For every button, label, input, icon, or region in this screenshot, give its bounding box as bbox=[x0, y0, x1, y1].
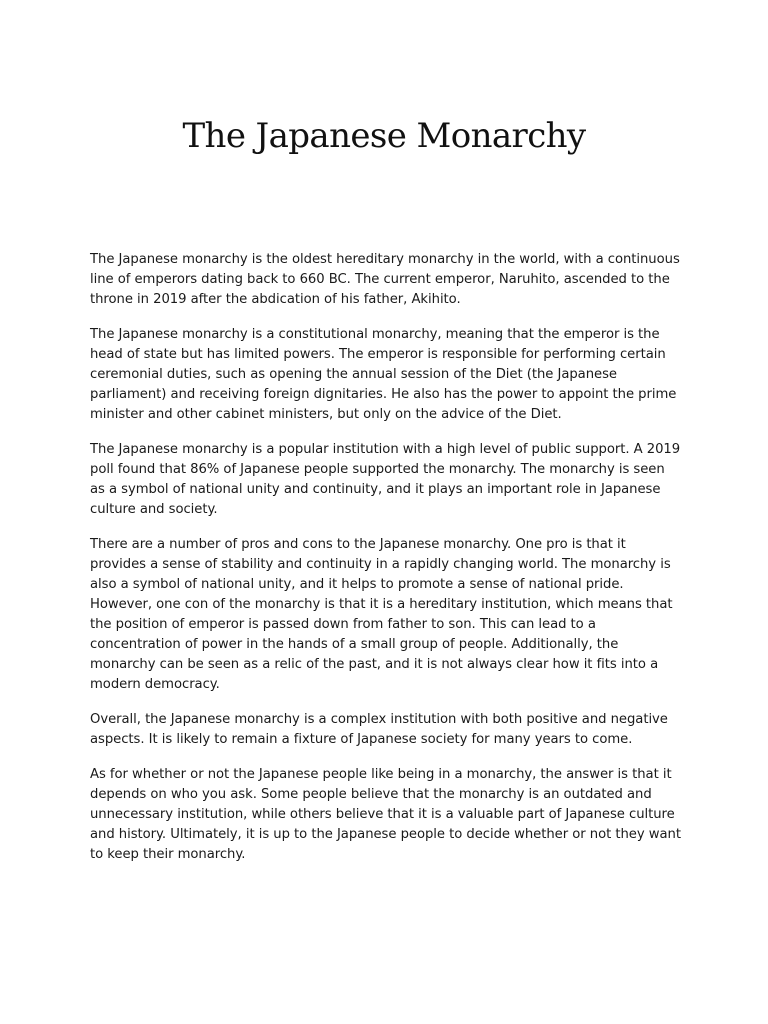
paragraph-2: The Japanese monarchy is a constitutional monarchy, meaning that the emperor is the head of state but has limited powers. The emperor is responsible for performing certain ceremonial duties, such as opening the annual session of the Diet (the Japanese parliament) and receiving foreign dignitaries. He also has the power to appoint the prime minister and other cabinet ministers, but only on the advice of the Diet. bbox=[90, 327, 677, 422]
document-title: The Japanese Monarchy bbox=[182, 116, 586, 156]
document-body bbox=[90, 250, 682, 880]
paragraph-1: The Japanese monarchy is the oldest hereditary monarchy in the world, with a continuous line of emperors dating back to 660 BC. The current emperor, Naruhito, ascended to the throne in 2019 after the abdication of his father, Akihito. bbox=[90, 252, 680, 307]
paragraph-5: Overall, the Japanese monarchy is a complex institution with both positive and negative aspects. It is likely to remain a fixture of Japanese society for many years to come. bbox=[90, 712, 668, 747]
paragraph-3: The Japanese monarchy is a popular institution with a high level of public support. A 2019 poll found that 86% of Japanese people supported the monarchy. The monarchy is seen as a symbol of national unity and continuity, and it plays an important role in Japanese culture and society. bbox=[90, 442, 681, 517]
paragraph-4: There are a number of pros and cons to the Japanese monarchy. One pro is that it provides a sense of stability and continuity in a rapidly changing world. The monarchy is also a symbol of national unity, and it helps to promote a sense of national pride. However, one con of the monarchy is that it is a hereditary institution, which means that the position of emperor is passed down from father to son. This can lead to a concentration of power in the hands of a small group of people. Additionally, the monarchy can be seen as a relic of the past, and it is not always clear how it fits into a modern democracy. bbox=[90, 537, 673, 692]
paragraph-6: As for whether or not the Japanese people like being in a monarchy, the answer is that it depends on who you ask. Some people believe that the monarchy is an outdated and unnecessary institution, while others believe that it is a valuable part of Japanese culture and history. Ultimately, it is up to the Japanese people to decide whether or not they want to keep their monarchy. bbox=[90, 767, 681, 862]
